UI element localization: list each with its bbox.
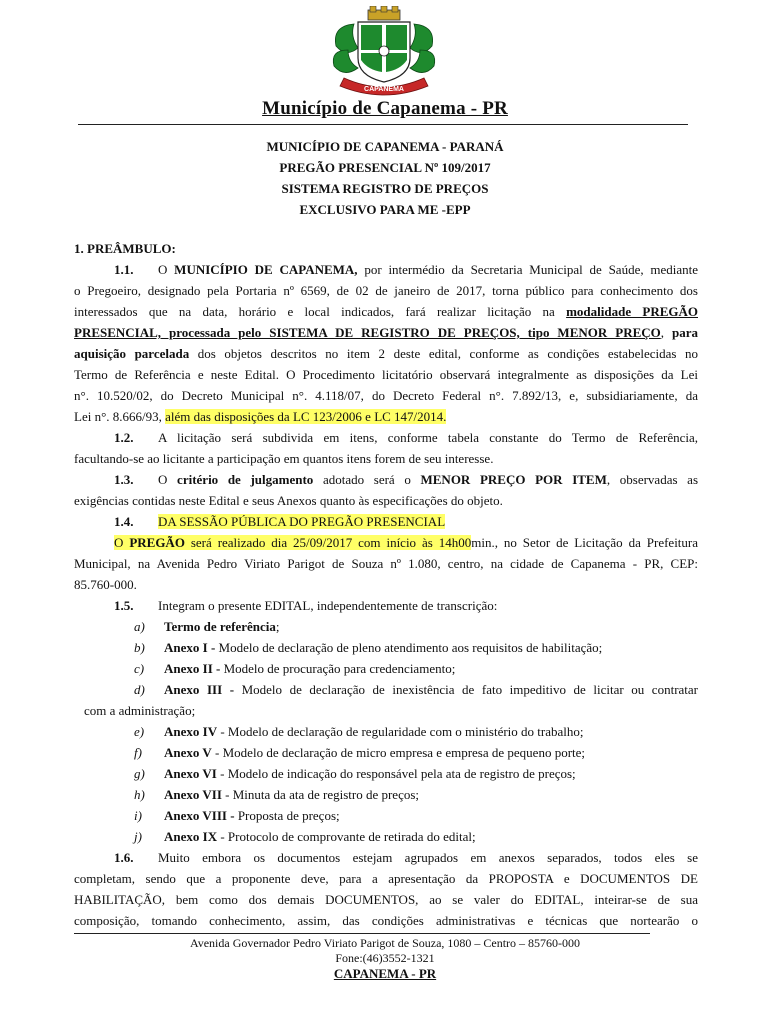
list-item: c) Anexo II - Modelo de procuração para credenciamento;	[134, 661, 456, 676]
paragraph-line: O PREGÃO será realizado dia 25/09/2017 com início às 14h00min., no Setor de Licitação da Prefeitura	[114, 535, 698, 550]
footer-address: Avenida Governador Pedro Viriato Parigot de Souza, 1080 – Centro – 85760-000	[189, 936, 581, 950]
list-item: b) Anexo I - Modelo de declaração de pleno atendimento aos requisitos de habilitação;	[134, 640, 603, 655]
coat-of-arms-logo	[328, 6, 440, 98]
footer-city: CAPANEMA - PR	[333, 966, 437, 981]
list-item: d) Anexo III - Modelo de declaração de inexistência de fato impeditivo de licitar ou contratar	[134, 682, 698, 697]
paragraph-line: n°. 10.520/02, do Decreto Municipal n°. 4.118/07, do Decreto Federal n°. 7.892/13, e, subsidiariamente, da	[74, 388, 698, 403]
paragraph-1-5-line: 1.5. Integram o presente EDITAL, independentemente de transcrição:	[114, 598, 498, 613]
list-item: e) Anexo IV - Modelo de declaração de regularidade com o ministério do trabalho;	[134, 724, 584, 739]
list-item-continuation: com a administração;	[84, 703, 196, 718]
paragraph-1-2-line: 1.2. A licitação será subdivida em itens, conforme tabela constante do Termo de Referência,	[114, 430, 698, 445]
heading-line: PREGÃO PRESENCIAL Nº 109/2017	[279, 160, 491, 175]
section-title: 1. PREÂMBULO:	[74, 241, 176, 256]
paragraph-1-1-line: 1.1. O MUNICÍPIO DE CAPANEMA, por intermédio da Secretaria Municipal de Saúde, mediante	[114, 262, 698, 277]
paragraph-1-6-line: 1.6. Muito embora os documentos estejam agrupados em anexos separados, todos eles se	[114, 850, 698, 865]
paragraph-line: Lei n°. 8.666/93, além das disposições da LC 123/2006 e LC 147/2014.	[74, 409, 447, 424]
paragraph-1-3-line: 1.3. O critério de julgamento adotado será o MENOR PREÇO POR ITEM, observadas as	[114, 472, 698, 487]
paragraph-line: facultando-se ao licitante a participação em quantos itens forem de seu interesse.	[74, 451, 494, 466]
crest-ribbon-text: CAPANEMA	[364, 86, 404, 93]
paragraph-line: HABILITAÇÃO, bem como dos demais DOCUMENTOS, ao se valer do EDITAL, inteirar-se de sua	[74, 892, 698, 907]
footer-divider	[74, 933, 650, 934]
document-headings	[0, 136, 770, 220]
heading-line: EXCLUSIVO PARA ME -EPP	[299, 202, 471, 217]
header-divider	[78, 124, 688, 125]
list-item: h) Anexo VII - Minuta da ata de registro de preços;	[134, 787, 420, 802]
paragraph-line: Termo de Referência e neste Edital. O Procedimento licitatório observará integralmente as disposições da Lei	[74, 367, 698, 382]
footer-phone: Fone:(46)3552-1321	[335, 951, 435, 965]
paragraph-line: exigências contidas neste Edital e seus Anexos quanto às especificações do objeto.	[74, 493, 503, 508]
paragraph-line: composição, tomando conhecimento, assim, das condições administrativas e técnicas que nortearão o	[74, 913, 698, 928]
heading-line: SISTEMA REGISTRO DE PREÇOS	[281, 181, 489, 196]
paragraph-line: PRESENCIAL, processada pelo SISTEMA DE REGISTRO DE PREÇOS, tipo MENOR PREÇO, para	[74, 325, 698, 340]
paragraph-line: interessados que na data, horário e local indicados, fará realizar licitação na modalidade PREGÃO	[74, 304, 698, 319]
paragraph-line: completam, sendo que a proponente deve, para a apresentação da PROPOSTA e DOCUMENTOS DE	[74, 871, 698, 886]
heading-line: MUNICÍPIO DE CAPANEMA - PARANÁ	[266, 139, 504, 154]
list-item: a) Termo de referência;	[134, 619, 280, 634]
paragraph-line: 85.760-000.	[74, 577, 137, 592]
list-item: f) Anexo V - Modelo de declaração de micro empresa e empresa de pequeno porte;	[134, 745, 586, 760]
municipality-title: Município de Capanema - PR	[262, 98, 508, 119]
paragraph-line: o Pregoeiro, designado pela Portaria nº 6569, de 02 de janeiro de 2017, torna público para conhecimento dos	[74, 283, 698, 298]
document-body	[74, 238, 698, 931]
paragraph-line: aquisição parcelada dos objetos descritos no item 2 deste edital, conforme as condições estabelecidas no	[74, 346, 698, 361]
list-item: j) Anexo IX - Protocolo de comprovante de retirada do edital;	[134, 829, 476, 844]
highlighted-text: DA SESSÃO PÚBLICA DO PREGÃO PRESENCIAL	[158, 514, 446, 529]
paragraph-1-4-title: 1.4. DA SESSÃO PÚBLICA DO PREGÃO PRESENCIAL	[114, 514, 446, 529]
list-item: i) Anexo VIII - Proposta de preços;	[134, 808, 340, 823]
highlighted-text: além das disposições da LC 123/2006 e LC 147/2014.	[165, 409, 447, 424]
paragraph-line: Municipal, na Avenida Pedro Viriato Parigot de Souza nº 1.080, centro, na cidade de Capanema - PR, CEP:	[74, 556, 698, 571]
list-item: g) Anexo VI - Modelo de indicação do responsável pela ata de registro de preços;	[134, 766, 576, 781]
page-footer	[0, 936, 770, 981]
